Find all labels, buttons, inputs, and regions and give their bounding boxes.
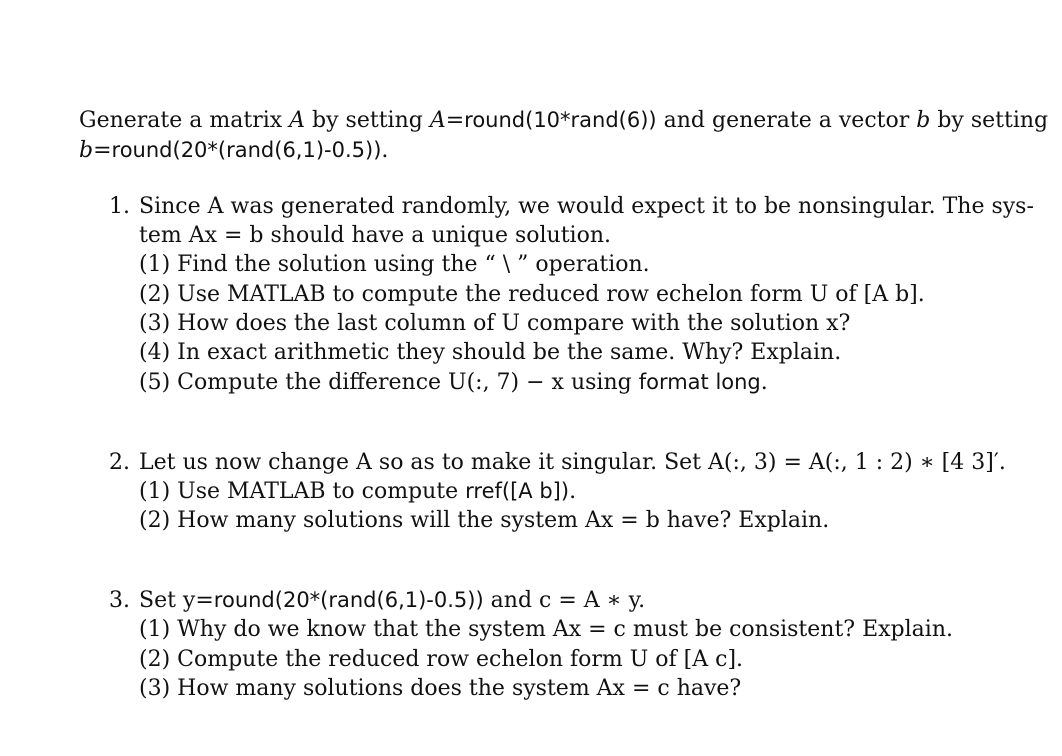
math-var: b [79, 138, 94, 163]
math-var: b [916, 108, 931, 133]
part-1-end: . [569, 479, 577, 504]
math-var: A [429, 108, 446, 133]
problem-3-number: 3. [109, 588, 130, 613]
matlab-code: round(20*(rand(6,1)-0.5)) [111, 138, 382, 162]
matlab-code: format long [638, 370, 761, 394]
problem-1-part-5 [139, 372, 768, 394]
equals-sign: = [445, 108, 465, 133]
part-5-text: (5) Compute the difference U(:, 7) − x using [139, 370, 639, 395]
equals-sign: = [93, 138, 112, 163]
problem-2-part-1 [139, 481, 576, 503]
problem-1-part-1: (1) Find the solution using the “ \ ” operation. [139, 252, 650, 277]
matlab-code: round(20*(rand(6,1)-0.5)) [213, 588, 484, 612]
line-text: and c = A ∗ y. [483, 588, 646, 613]
problem-2-part-2: (2) How many solutions will the system Ax = b have? Explain. [139, 508, 830, 533]
intro-line-2 [79, 140, 388, 162]
problem-2-line-1: Let us now change A so as to make it singular. Set A(:, 3) = A(:, 1 : 2) ∗ [4 3]′. [139, 450, 1006, 475]
intro-text: and generate a vector [656, 108, 917, 133]
intro-text: Generate a matrix [79, 108, 290, 133]
problem-1-part-2: (2) Use MATLAB to compute the reduced row echelon form U of [A b]. [139, 282, 925, 307]
problem-2-number: 2. [109, 450, 130, 475]
problem-1-part-3: (3) How does the last column of U compare with the solution x? [139, 311, 851, 336]
problem-3-line-1 [139, 590, 645, 612]
intro-text: by setting [305, 108, 430, 133]
problem-1-part-4: (4) In exact arithmetic they should be the same. Why? Explain. [139, 340, 842, 365]
problem-1-line-1: Since A was generated randomly, we would expect it to be nonsingular. The sys- [139, 194, 1034, 219]
problem-3-part-3: (3) How many solutions does the system Ax = c have? [139, 676, 742, 701]
line-text: Set y= [139, 588, 214, 613]
problem-1-number: 1. [109, 194, 130, 219]
intro-text: by setting [930, 108, 1049, 133]
problem-3-part-1: (1) Why do we know that the system Ax = c must be consistent? Explain. [139, 617, 953, 642]
intro-text: . [381, 138, 389, 163]
matlab-code: round(10*rand(6)) [464, 108, 657, 132]
part-5-end: . [760, 370, 768, 395]
part-1-text: (1) Use MATLAB to compute [139, 479, 466, 504]
problem-1-line-2: tem Ax = b should have a unique solution. [139, 223, 611, 248]
problem-3-part-2: (2) Compute the reduced row echelon form U of [A c]. [139, 647, 744, 672]
matlab-code: rref([A b]) [465, 479, 570, 503]
intro-line-1 [79, 110, 1048, 132]
math-var: A [289, 108, 306, 133]
